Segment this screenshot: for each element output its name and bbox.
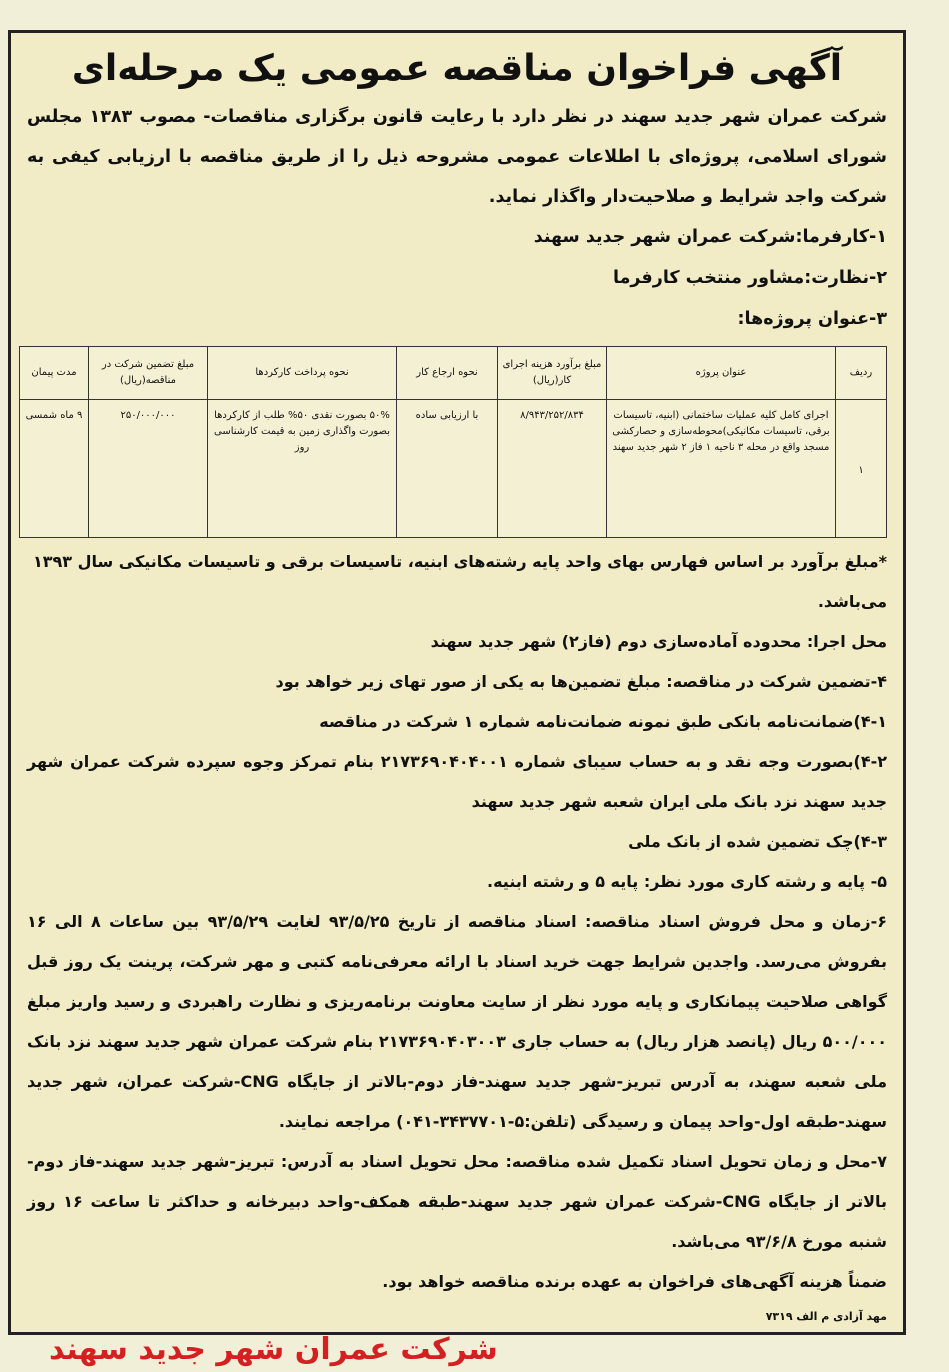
cell-duration: ۹ ماه شمسی bbox=[20, 400, 89, 538]
cell-estimate: ۸/۹۴۳/۲۵۲/۸۳۴ bbox=[498, 400, 607, 538]
employer-item: ۱-کارفرما:شرکت عمران شهر جدید سهند bbox=[533, 227, 887, 247]
cell-payment: ۵۰% بصورت نقدی ۵۰% طلب از کارکردها بصورت واگذاری زمین به قیمت کارشناسی روز bbox=[208, 400, 397, 538]
cost-note: ضمناً هزینه آگهی‌های فراخوان به عهده برنده مناقصه خواهد بود. bbox=[382, 1272, 887, 1291]
documents-delivery-note: ۷-محل و زمان تحویل اسناد تکمیل شده مناقصه: محل تحویل اسناد به آدرس: تبریز-شهر جدید سهند-فاز دوم-بالاتر از جایگاه CNG-شرکت عمران شهر جدید سهند-طبقه همکف-واحد دبیرخانه و حداکثر تا ساعت ۱۶ روز شنبه مورخ ۹۳/۶/۸ می‌باشد. bbox=[27, 1152, 888, 1251]
table-row bbox=[20, 400, 887, 538]
cell-row-number: ۱ bbox=[836, 400, 887, 538]
guarantee-option-1: ۴-۱)ضمانت‌نامه بانکی طبق نمونه ضمانت‌نامه شماره ۱ شرکت در مناقصه bbox=[319, 712, 887, 731]
header-method: نحوه ارجاع کار bbox=[397, 347, 498, 400]
header-duration: مدت پیمان bbox=[20, 347, 89, 400]
header-estimate: مبلغ برآورد هزینه اجرای کار(ریال) bbox=[498, 347, 607, 400]
guarantee-title: ۴-تضمین شرکت در مناقصه: مبلغ تضمین‌ها به یکی از صور تهای زیر خواهد بود bbox=[275, 672, 887, 691]
notice-title: آگهی فراخوان مناقصه عمومی یک مرحله‌ای bbox=[71, 48, 843, 89]
guarantee-option-3: ۴-۳)چک تضمین شده از بانک ملی bbox=[628, 832, 887, 851]
grade-note: ۵- پایه و رشته کاری مورد نظر: پایه ۵ و رشته ابنیه. bbox=[487, 872, 887, 891]
publication-code: مهد آزادی م الف ۷۳۱۹ bbox=[765, 1310, 887, 1323]
documents-sale-note: ۶-زمان و محل فروش اسناد مناقصه: اسناد مناقصه از تاریخ ۹۳/۵/۲۵ لغایت ۹۳/۵/۲۹ بین ساعات ۸ الی ۱۶ بفروش می‌رسد. واجدین شرایط جهت خرید اسناد با ارائه معرفی‌نامه کتبی و مهر شرکت، پرینت یک روز قبل گواهی صلاحیت پیمانکاری و پایه مورد نظر از سایت معاونت برنامه‌ریزی و نظارت راهبردی و رسید واریز مبلغ ۵۰۰/۰۰۰ ریال (پانصد هزار ریال) به حساب جاری ۲۱۷۳۶۹۰۴۰۳۰۰۳ بنام شرکت عمران شهر جدید سهند نزد بانک ملی شعبه سهند، به آدرس تبریز-شهر جدید سهند-فاز دوم-بالاتر از جایگاه CNG-شرکت عمران، شهر جدید سهند-طبقه اول-واحد پیمان و رسیدگی (تلفن:۵-۳۴۳۷۷۰۱-۰۴۱) مراجعه نمایند. bbox=[27, 912, 887, 1131]
company-signature: شرکت عمران شهر جدید سهند bbox=[49, 1332, 498, 1367]
projects-table bbox=[19, 346, 887, 538]
tender-notice bbox=[8, 30, 906, 1367]
intro-paragraph: شرکت عمران شهر جدید سهند در نظر دارد با رعایت قانون برگزاری مناقصات- مصوب ۱۳۸۳ مجلس شورای اسلامی، پروژه‌ای با اطلاعات عمومی مشروحه ذیل را از طریق مناقصه با ارزیابی کیفی به شرکت واجد شرایط و صلاحیت‌دار واگذار نماید. bbox=[27, 107, 888, 207]
cell-method: با ارزیابی ساده bbox=[397, 400, 498, 538]
cell-project-title: اجرای کامل کلیه عملیات ساختمانی (ابنیه، تاسیسات برقی، تاسیسات مکانیکی)محوطه‌سازی و حصارکشی مسجد واقع در محله ۳ ناحیه ۱ فاز ۲ شهر جدید سهند bbox=[607, 400, 836, 538]
supervision-item: ۲-نظارت:مشاور منتخب کارفرما bbox=[613, 268, 887, 288]
location-note: محل اجرا: محدوده آماده‌سازی دوم (فاز۲) شهر جدید سهند bbox=[430, 632, 887, 651]
header-row-number: ردیف bbox=[836, 347, 887, 400]
estimate-basis-note: *مبلغ برآورد بر اساس فهارس بهای واحد پایه رشته‌های ابنیه، تاسیسات برقی و تاسیسات مکانیکی سال ۱۳۹۳ می‌باشد. bbox=[32, 552, 887, 611]
header-project-title: عنوان پروژه bbox=[607, 347, 836, 400]
cell-guarantee: ۲۵۰/۰۰۰/۰۰۰ bbox=[89, 400, 208, 538]
table-header-row bbox=[20, 347, 887, 400]
header-payment: نحوه پرداخت کارکردها bbox=[208, 347, 397, 400]
guarantee-option-2: ۴-۲)بصورت وجه نقد و به حساب سیبای شماره ۲۱۷۳۶۹۰۴۰۴۰۰۱ بنام تمرکز وجوه سپرده شرکت عمران شهر جدید سهند نزد بانک ملی ایران شعبه شهر جدید سهند bbox=[27, 752, 888, 811]
projects-title: ۳-عنوان پروژه‌ها: bbox=[737, 309, 887, 329]
header-guarantee: مبلغ تضمین شرکت در مناقصه(ریال) bbox=[89, 347, 208, 400]
